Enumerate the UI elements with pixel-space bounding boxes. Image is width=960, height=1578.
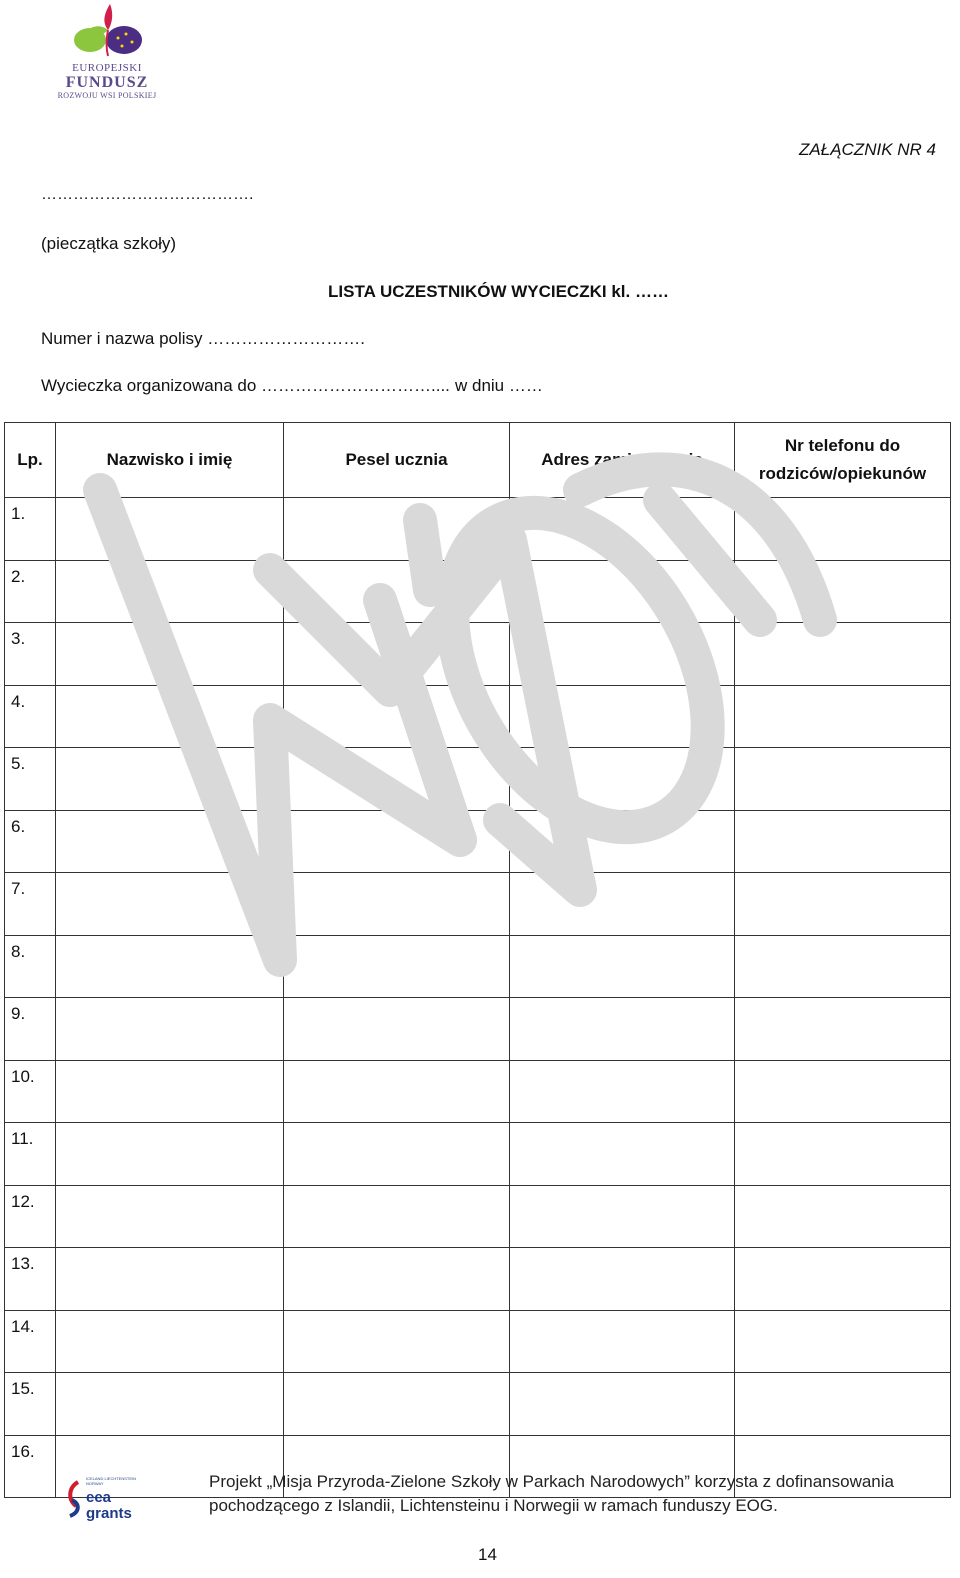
col-header-phone: Nr telefonu do rodziców/opiekunów (735, 423, 951, 498)
trip-date-label: w dniu …… (455, 376, 543, 395)
eea-grants-text: eea grants (86, 1489, 132, 1522)
cell-lp: 1. (5, 498, 56, 561)
cell-address[interactable] (510, 1123, 735, 1186)
cell-lp: 16. (5, 1435, 56, 1498)
cell-address[interactable] (510, 1060, 735, 1123)
cell-pesel[interactable] (284, 873, 510, 936)
table-row (5, 1373, 951, 1436)
stamp-dots: …………………………………. (41, 186, 254, 203)
cell-pesel[interactable] (284, 560, 510, 623)
table-header-row (5, 423, 951, 498)
cell-name[interactable] (56, 1060, 284, 1123)
trip-destination-label: Wycieczka organizowana do ………………………….... (41, 376, 450, 395)
cell-address[interactable] (510, 998, 735, 1061)
cell-name[interactable] (56, 873, 284, 936)
logo-line1: EUROPEJSKI (72, 62, 142, 74)
eea-swirl-icon (66, 1478, 84, 1518)
table-row (5, 498, 951, 561)
cell-pesel[interactable] (284, 1123, 510, 1186)
cell-phone[interactable] (735, 1123, 951, 1186)
cell-lp: 4. (5, 685, 56, 748)
cell-address[interactable] (510, 498, 735, 561)
cell-lp: 11. (5, 1123, 56, 1186)
col-header-address: Adres zamieszkania (510, 423, 735, 498)
cell-address[interactable] (510, 873, 735, 936)
footer-text (209, 1470, 949, 1518)
col-header-lp: Lp. (5, 423, 56, 498)
cell-name[interactable] (56, 998, 284, 1061)
cell-address[interactable] (510, 1248, 735, 1311)
cell-phone[interactable] (735, 1060, 951, 1123)
cell-lp: 15. (5, 1373, 56, 1436)
cell-lp: 7. (5, 873, 56, 936)
cell-name[interactable] (56, 1373, 284, 1436)
table-row (5, 748, 951, 811)
cell-pesel[interactable] (284, 623, 510, 686)
table-row (5, 1123, 951, 1186)
cell-phone[interactable] (735, 1373, 951, 1436)
table-row (5, 873, 951, 936)
cell-address[interactable] (510, 685, 735, 748)
cell-pesel[interactable] (284, 748, 510, 811)
cell-lp: 12. (5, 1185, 56, 1248)
table-row (5, 1060, 951, 1123)
eea-countries: ICELAND LIECHTENSTEIN NORWAY (86, 1476, 137, 1486)
cell-address[interactable] (510, 748, 735, 811)
table-row (5, 623, 951, 686)
eea-grants-logo (66, 1474, 146, 1530)
cell-name[interactable] (56, 498, 284, 561)
col-header-pesel: Pesel ucznia (284, 423, 510, 498)
cell-lp: 3. (5, 623, 56, 686)
page-number: 14 (478, 1545, 497, 1564)
cell-pesel[interactable] (284, 935, 510, 998)
cell-lp: 5. (5, 748, 56, 811)
cell-pesel[interactable] (284, 810, 510, 873)
cell-name[interactable] (56, 1123, 284, 1186)
table-row (5, 1185, 951, 1248)
cell-lp: 13. (5, 1248, 56, 1311)
cell-pesel[interactable] (284, 1060, 510, 1123)
document-title: LISTA UCZESTNIKÓW WYCIECZKI kl. …… (328, 282, 669, 301)
cell-lp: 14. (5, 1310, 56, 1373)
cell-lp: 10. (5, 1060, 56, 1123)
cell-pesel[interactable] (284, 1185, 510, 1248)
cell-name[interactable] (56, 1185, 284, 1248)
cell-name[interactable] (56, 560, 284, 623)
table-row (5, 560, 951, 623)
table-row (5, 1310, 951, 1373)
table-row (5, 810, 951, 873)
cell-lp: 8. (5, 935, 56, 998)
cell-address[interactable] (510, 623, 735, 686)
cell-name[interactable] (56, 623, 284, 686)
table-row (5, 998, 951, 1061)
cell-phone[interactable] (735, 623, 951, 686)
cell-name[interactable] (56, 1310, 284, 1373)
cell-address[interactable] (510, 1373, 735, 1436)
logo-line3: ROZWOJU WSI POLSKIEJ (57, 90, 157, 100)
cell-phone[interactable] (735, 1185, 951, 1248)
cell-lp: 6. (5, 810, 56, 873)
cell-phone[interactable] (735, 810, 951, 873)
attachment-label: ZAŁĄCZNIK NR 4 (799, 140, 936, 159)
cell-pesel[interactable] (284, 498, 510, 561)
cell-name[interactable] (56, 810, 284, 873)
cell-address[interactable] (510, 1185, 735, 1248)
cell-phone[interactable] (735, 1310, 951, 1373)
policy-label: Numer i nazwa polisy ………………………. (41, 329, 366, 348)
cell-lp: 9. (5, 998, 56, 1061)
footer-line1: Projekt „Misja Przyroda-Zielone Szkoły w Parkach Narodowych” korzysta z dofinansowania (209, 1472, 894, 1491)
cell-pesel[interactable] (284, 685, 510, 748)
participants-table (4, 422, 950, 1498)
logo-line2: FUNDUSZ (65, 74, 149, 92)
cell-pesel[interactable] (284, 1310, 510, 1373)
cell-pesel[interactable] (284, 998, 510, 1061)
cell-address[interactable] (510, 810, 735, 873)
cell-address[interactable] (510, 1310, 735, 1373)
footer-line2: pochodzącego z Islandii, Lichtensteinu i Norwegii w ramach funduszy EOG. (209, 1496, 778, 1515)
cell-phone[interactable] (735, 560, 951, 623)
cell-phone[interactable] (735, 498, 951, 561)
cell-name[interactable] (56, 935, 284, 998)
logo-caption (40, 62, 174, 100)
col-header-name: Nazwisko i imię (56, 423, 284, 498)
cell-name[interactable] (56, 1248, 284, 1311)
cell-phone[interactable] (735, 1248, 951, 1311)
cell-phone[interactable] (735, 873, 951, 936)
table-row (5, 685, 951, 748)
cell-address[interactable] (510, 560, 735, 623)
cell-phone[interactable] (735, 685, 951, 748)
cell-address[interactable] (510, 935, 735, 998)
table-body (5, 498, 951, 1498)
cell-name[interactable] (56, 748, 284, 811)
cell-pesel[interactable] (284, 1373, 510, 1436)
table-row (5, 1248, 951, 1311)
table-row (5, 935, 951, 998)
cell-phone[interactable] (735, 998, 951, 1061)
cell-name[interactable] (56, 685, 284, 748)
cell-pesel[interactable] (284, 1248, 510, 1311)
cell-phone[interactable] (735, 748, 951, 811)
cell-lp: 2. (5, 560, 56, 623)
cell-phone[interactable] (735, 935, 951, 998)
stamp-label: (pieczątka szkoły) (41, 234, 177, 253)
